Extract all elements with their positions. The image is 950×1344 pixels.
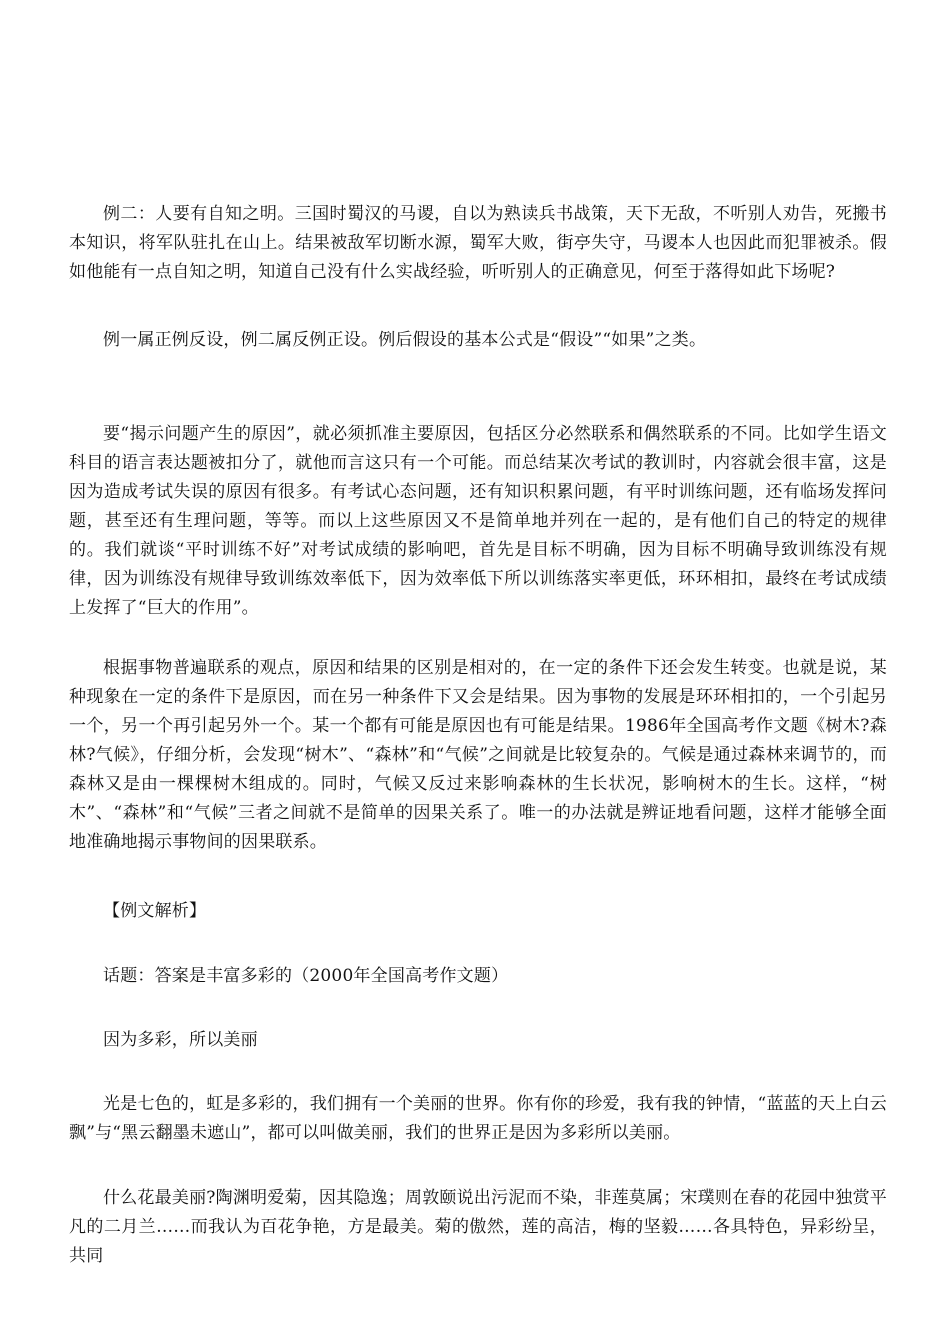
paragraph-example-summary: 例一属正例反设，例二属反例正设。例后假设的基本公式是“假设”“如果”之类。	[103, 330, 707, 350]
section-heading-example-analysis: 【例文解析】	[103, 901, 207, 921]
paragraph-topic: 话题：答案是丰富多彩的（2000年全国高考作文题）	[103, 966, 509, 986]
essay-paragraph-1: 光是七色的，虹是多彩的，我们拥有一个美丽的世界。你有你的珍爱，我有我的钟情，“蓝蓝的天上白云飘”与“黑云翻墨未遮山”，都可以叫做美丽，我们的世界正是因为多彩所以美丽。	[69, 1094, 887, 1143]
essay-paragraph-2: 什么花最美丽?陶渊明爱菊，因其隐逸；周敦颐说出污泥而不染，非莲莫属；宋璞则在春的花园中独赏平凡的二月兰……而我认为百花争艳，方是最美。菊的傲然，莲的高洁，梅的坚毅……各具特色，异彩纷呈，共同	[69, 1188, 887, 1266]
paragraph-universal-connection: 根据事物普遍联系的观点，原因和结果的区别是相对的，在一定的条件下还会发生转变。也就是说，某种现象在一定的条件下是原因，而在另一种条件下又会是结果。因为事物的发展是环环相扣的，一个引起另一个，另一个再引起另外一个。某一个都有可能是原因也有可能是结果。1986年全国高考作文题《树木?森林?气候》，仔细分析，会发现“树木”、“森林”和“气候”之间就是比较复杂的。气候是通过森林来调节的，而森林又是由一棵棵树木组成的。同时，气候又反过来影响森林的生长状况，影响树木的生长。这样，“树木”、“森林”和“气候”三者之间就不是简单的因果关系了。唯一的办法就是辨证地看问题，这样才能够全面地准确地揭示事物间的因果联系。	[69, 658, 887, 852]
paragraph-reveal-causes: 要“揭示问题产生的原因”，就必须抓准主要原因，包括区分必然联系和偶然联系的不同。比如学生语文科目的语言表达题被扣分了，就他而言这只有一个可能。而总结某次考试的教训时，内容就会很丰富，这是因为造成考试失误的原因有很多。有考试心态问题，还有知识积累问题，有平时训练问题，还有临场发挥问题，甚至还有生理问题，等等。而以上这些原因又不是简单地并列在一起的，是有他们自己的特定的规律的。我们就谈“平时训练不好”对考试成绩的影响吧，首先是目标不明确，因为目标不明确导致训练没有规律，因为训练没有规律导致训练效率低下，因为效率低下所以训练落实率更低，环环相扣，最终在考试成绩上发挥了“巨大的作用”。	[69, 424, 887, 618]
essay-title: 因为多彩，所以美丽	[103, 1030, 258, 1050]
paragraph-example-two: 例二：人要有自知之明。三国时蜀汉的马谡，自以为熟读兵书战策，天下无敌，不听别人劝告，死搬书本知识，将军队驻扎在山上。结果被敌军切断水源，蜀军大败，街亭失守，马谡本人也因此而犯罪被杀。假如他能有一点自知之明，知道自己没有什么实战经验，听听别人的正确意见，何至于落得如此下场呢?	[69, 204, 887, 282]
